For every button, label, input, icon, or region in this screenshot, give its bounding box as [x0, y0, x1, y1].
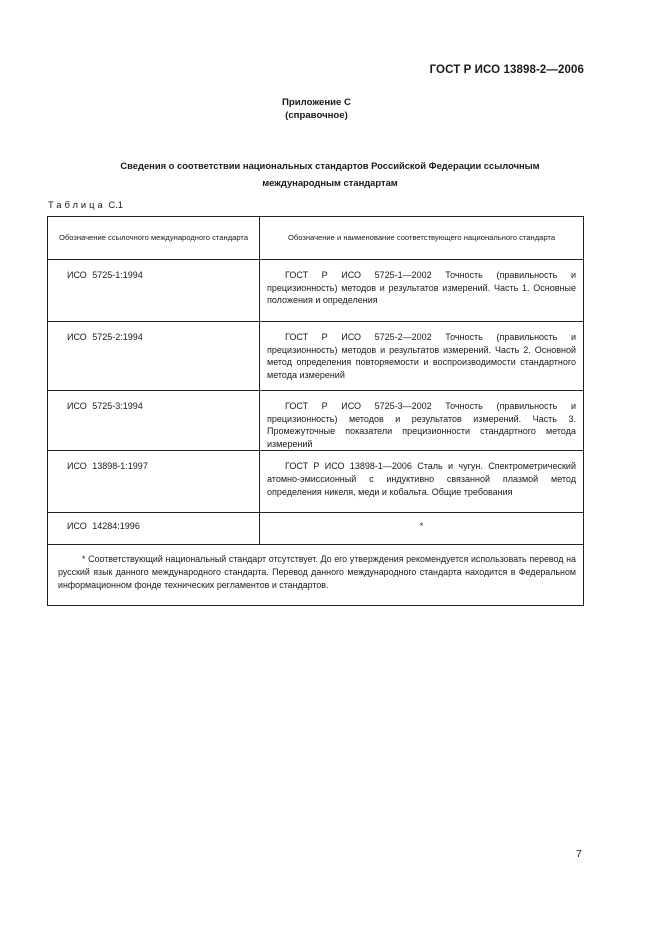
- column-header-national: Обозначение и наименование соответствующего национального стандарта: [260, 217, 584, 260]
- national-standard-cell: *: [260, 513, 584, 545]
- column-header-international: Обозначение ссылочного международного стандарта: [48, 217, 260, 260]
- page-number: 7: [576, 848, 582, 860]
- table-footnote-cell: [48, 545, 584, 606]
- table-caption-number: С.1: [108, 199, 123, 210]
- national-standard-text: ГОСТ Р ИСО 5725-2—2002 Точность (правильность и прецизионность) методов и результатов измерений. Часть 2. Основной метод определения повторяемости и воспроизводимости стандартного метода измерений: [267, 332, 576, 380]
- table-footnote-row: [48, 545, 584, 606]
- table-caption-word: Таблица: [48, 199, 106, 210]
- national-standard-cell: [260, 322, 584, 391]
- section-title: [60, 157, 600, 191]
- iso-designation-cell: ИСО 5725-2:1994: [48, 322, 260, 391]
- table-footnote: * Соответствующий национальный стандарт отсутствует. До его утверждения рекомендуется использовать перевод на русский язык данного международного стандарта. Перевод данного международного стандарта находится в Федеральном информационном фонде технических регламентов и стандартов.: [58, 554, 576, 590]
- iso-designation-cell: ИСО 5725-3:1994: [48, 391, 260, 451]
- table-row: [48, 513, 584, 545]
- table-header-row: [48, 217, 584, 260]
- table-row: [48, 322, 584, 391]
- national-standard-text: ГОСТ Р ИСО 5725-3—2002 Точность (правильность и прецизионность) методов и результатов измерений. Часть 3. Промежуточные показатели прецизионности стандартного метода измерений: [267, 401, 576, 449]
- table-row: [48, 391, 584, 451]
- appendix-heading: [0, 96, 661, 122]
- iso-designation-cell: ИСО 13898-1:1997: [48, 451, 260, 513]
- national-standard-cell: [260, 451, 584, 513]
- iso-designation-cell: ИСО 14284:1996: [48, 513, 260, 545]
- national-standard-cell: [260, 391, 584, 451]
- national-standard-cell: [260, 260, 584, 322]
- iso-designation-cell: ИСО 5725-1:1994: [48, 260, 260, 322]
- document-code: ГОСТ Р ИСО 13898-2—2006: [429, 64, 584, 76]
- table-row: [48, 451, 584, 513]
- section-title-line-1: Сведения о соответствии национальных стандартов Российской Федерации ссылочным: [120, 160, 540, 171]
- section-title-line-2: международным стандартам: [262, 177, 398, 188]
- table-caption: [48, 199, 123, 210]
- correspondence-table: [47, 216, 584, 606]
- appendix-title: Приложение С: [282, 97, 351, 108]
- national-standard-text: ГОСТ Р ИСО 13898-1—2006 Сталь и чугун. Спектрометрический атомно-эмиссионный с индуктивно связанной плазмой метод определения никеля, меди и кобальта. Общие требования: [267, 461, 576, 497]
- table-row: [48, 260, 584, 322]
- national-standard-text: ГОСТ Р ИСО 5725-1—2002 Точность (правильность и прецизионность) методов и результатов измерений. Часть 1. Основные положения и определения: [267, 270, 576, 306]
- appendix-subtitle: (справочное): [285, 110, 348, 121]
